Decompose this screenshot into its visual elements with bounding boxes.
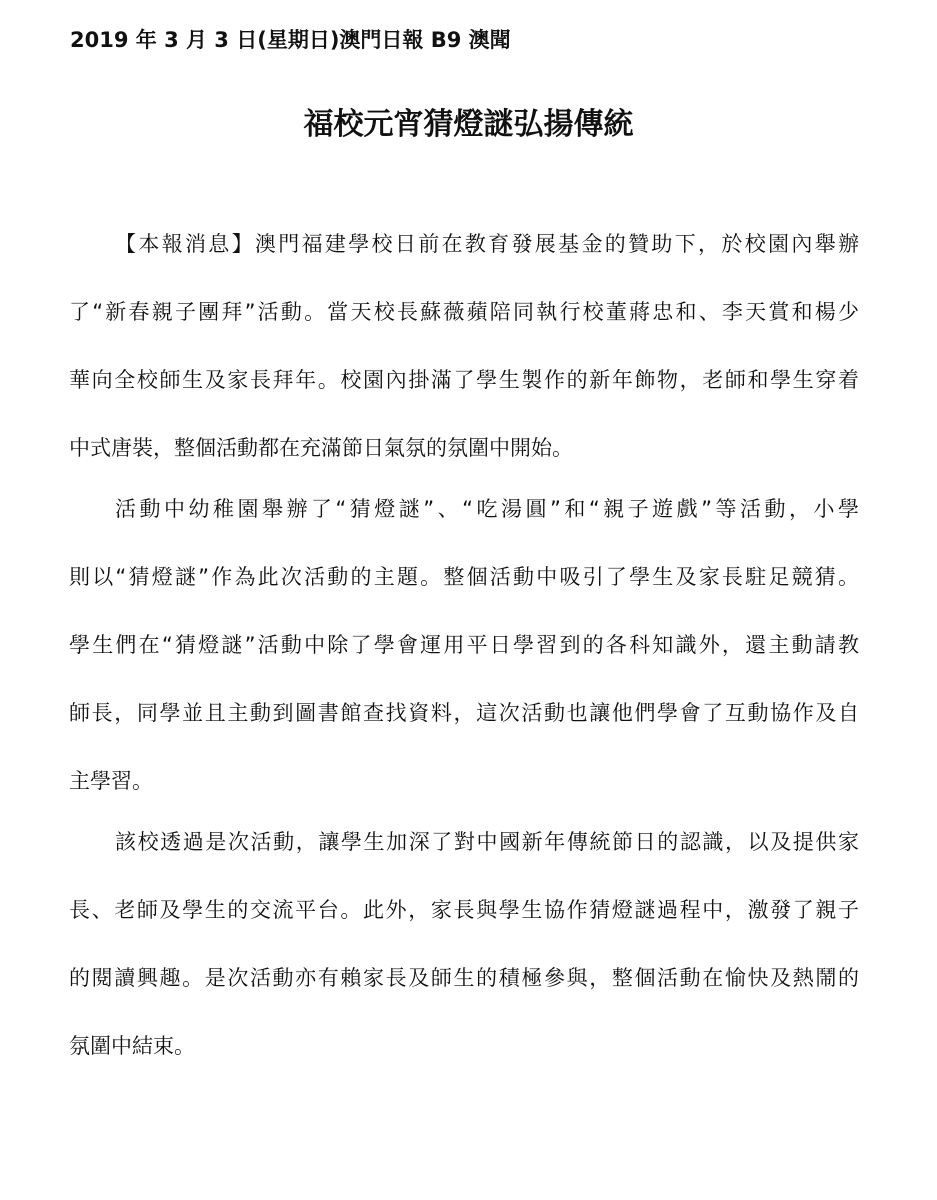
paragraph-line: 則以“猜燈謎”作為此次活動的主題。整個活動中吸引了學生及家長駐足競猜。 — [69, 565, 859, 589]
paragraph-line: 氛圍中結束。 — [69, 1034, 195, 1058]
paragraph-3 — [69, 825, 859, 1097]
paragraph-line: 中式唐裝，整個活動都在充滿節日氣氛的氛圍中開始。 — [69, 436, 573, 460]
paragraph-line: 學生們在“猜燈謎”活動中除了學會運用平日學習到的各科知識外，還主動請教 — [69, 633, 859, 657]
paragraph-line: 【本報消息】澳門福建學校日前在教育發展基金的贊助下，於校園內舉辦 — [115, 232, 859, 256]
paragraph-line: 了“新春親子團拜”活動。當天校長蘇薇蘋陪同執行校董蔣忠和、李天賞和楊少 — [69, 300, 859, 324]
paragraph-line: 長、老師及學生的交流平台。此外，家長與學生協作猜燈謎過程中，激發了親子 — [69, 898, 859, 922]
paragraph-line: 師長，同學並且主動到圖書館查找資料，這次活動也讓他們學會了互動協作及自 — [69, 701, 859, 725]
paragraph-line: 主學習。 — [69, 769, 153, 793]
headline: 福校元宵猜燈謎弘揚傳統 — [303, 107, 634, 142]
paragraph-2 — [69, 492, 859, 832]
paragraph-line: 該校透過是次活動，讓學生加深了對中國新年傳統節日的認識，以及提供家 — [115, 830, 859, 854]
paragraph-line: 的閱讀興趣。是次活動亦有賴家長及師生的積極參與，整個活動在愉快及熱鬧的 — [69, 966, 859, 990]
paragraph-line: 華向全校師生及家長拜年。校園內掛滿了學生製作的新年飾物，老師和學生穿着 — [69, 368, 859, 392]
paragraph-1 — [69, 227, 859, 499]
paragraph-line: 活動中幼稚園舉辦了“猜燈謎”、“吃湯圓”和“親子遊戲”等活動，小學 — [115, 497, 859, 521]
dateline: 2019 年 3 月 3 日(星期日)澳門日報 B9 澳聞 — [70, 28, 511, 52]
